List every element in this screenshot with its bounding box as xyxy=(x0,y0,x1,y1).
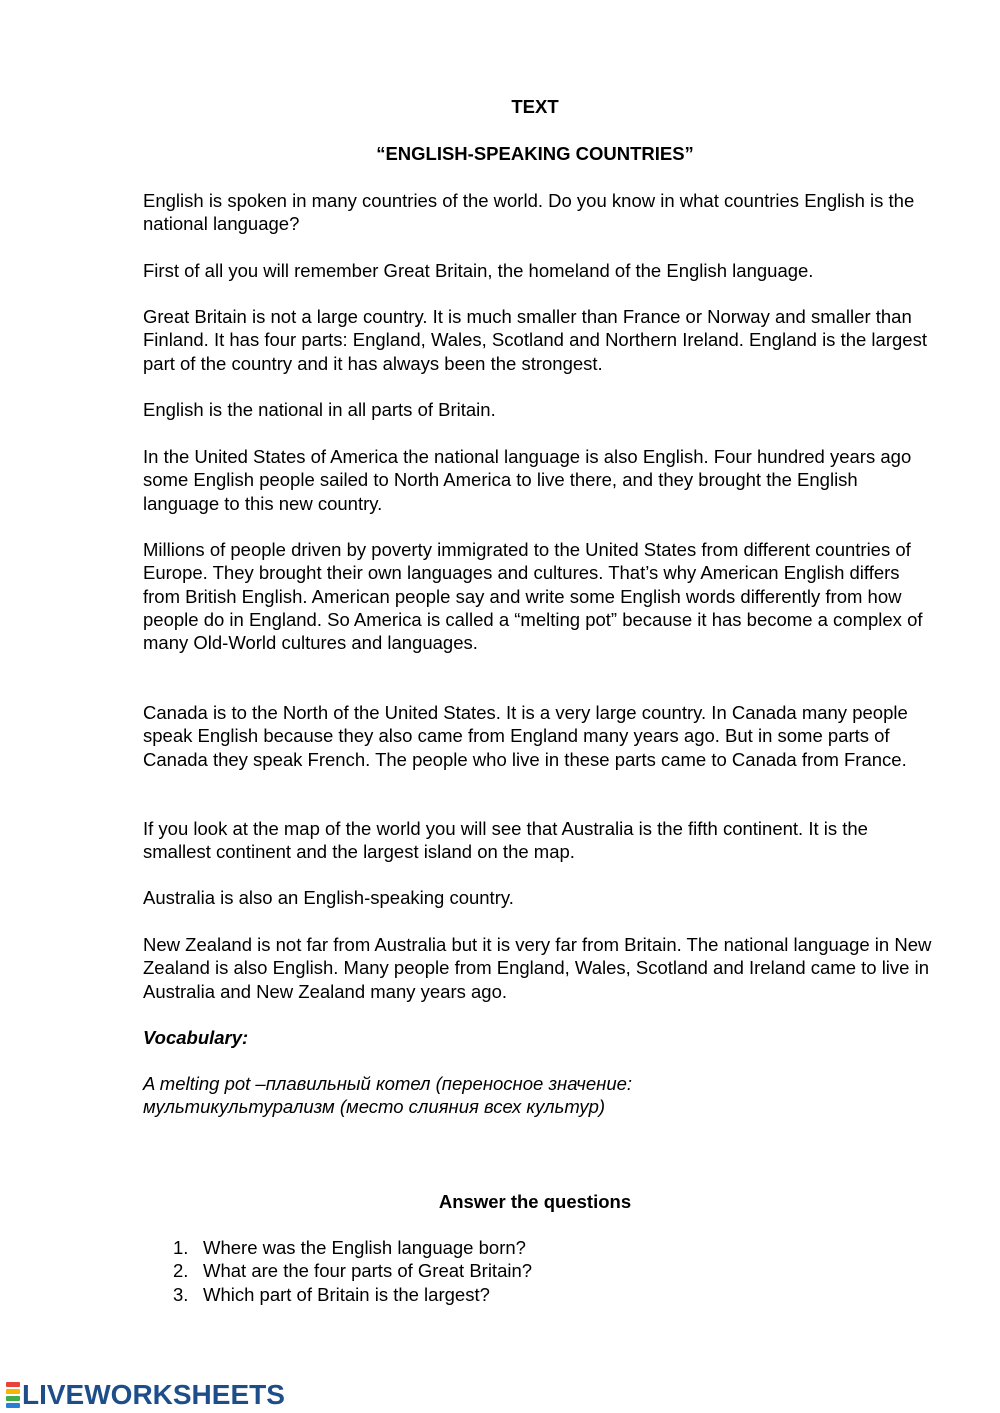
paragraph-4: English is the national in all parts of Britain. xyxy=(143,399,496,420)
question-item xyxy=(143,1259,532,1282)
page-title: TEXT xyxy=(511,96,559,117)
question-number: 1. xyxy=(173,1237,189,1258)
logo-stripe-green xyxy=(6,1396,20,1401)
logo-stripe-yellow xyxy=(6,1389,20,1394)
question-text: Where was the English language born? xyxy=(203,1237,526,1258)
question-text: Which part of Britain is the largest? xyxy=(203,1283,490,1305)
paragraph-6: Millions of people driven by poverty immigrated to the United States from different countries of Europe. They brought their own languages and cultures. That’s why American English differs from British English. American people say and write some English words differently from how people do in England. So America is called a “melting pot” because it has become a complex of many Old-World cultures and languages. xyxy=(143,539,923,654)
logo-stripes-icon xyxy=(6,1382,20,1408)
vocabulary-text: A melting pot –плавильный котел (переносное значение: мультикультурализм (место слияния всех культур) xyxy=(143,1073,633,1118)
question-item xyxy=(143,1283,532,1306)
question-number: 3. xyxy=(173,1283,189,1305)
logo-stripe-blue xyxy=(6,1403,20,1408)
question-text: What are the four parts of Great Britain? xyxy=(203,1260,533,1282)
question-item xyxy=(143,1236,532,1259)
paragraph-5: In the United States of America the national language is also English. Four hundred years ago some English people sailed to North America to live there, and they brought the English language to this new country. xyxy=(143,446,912,514)
paragraph-2: First of all you will remember Great Britain, the homeland of the English language. xyxy=(143,260,814,281)
page-subtitle: “ENGLISH-SPEAKING COUNTRIES” xyxy=(376,143,694,164)
logo-stripe-red xyxy=(6,1382,20,1387)
questions-title: Answer the questions xyxy=(438,1191,632,1212)
paragraph-9: Australia is also an English-speaking country. xyxy=(143,887,514,908)
paragraph-10: New Zealand is not far from Australia but it is very far from Britain. The national language in New Zealand is also English. Many people from England, Wales, Scotland and Ireland came to live in Australia and New Zealand many years ago. xyxy=(143,934,932,1002)
question-number: 2. xyxy=(173,1260,189,1282)
questions-list xyxy=(143,1236,532,1306)
logo-text: LIVEWORKSHEETS xyxy=(22,1379,285,1410)
liveworksheets-logo[interactable] xyxy=(6,1380,285,1410)
paragraph-7: Canada is to the North of the United States. It is a very large country. In Canada many people speak English because they also came from England many years ago. But in some parts of Canada they speak French. The people who live in these parts came to Canada from France. xyxy=(143,702,908,770)
paragraph-3: Great Britain is not a large country. It is much smaller than France or Norway and smaller than Finland. It has four parts: England, Wales, Scotland and Northern Ireland. England is the largest part of the country and it has always been the strongest. xyxy=(143,306,927,374)
paragraph-8: If you look at the map of the world you will see that Australia is the fifth continent. It is the smallest continent and the largest island on the map. xyxy=(143,818,868,863)
vocabulary-title: Vocabulary: xyxy=(143,1027,249,1048)
paragraph-1: English is spoken in many countries of the world. Do you know in what countries English is the national language? xyxy=(143,190,915,235)
